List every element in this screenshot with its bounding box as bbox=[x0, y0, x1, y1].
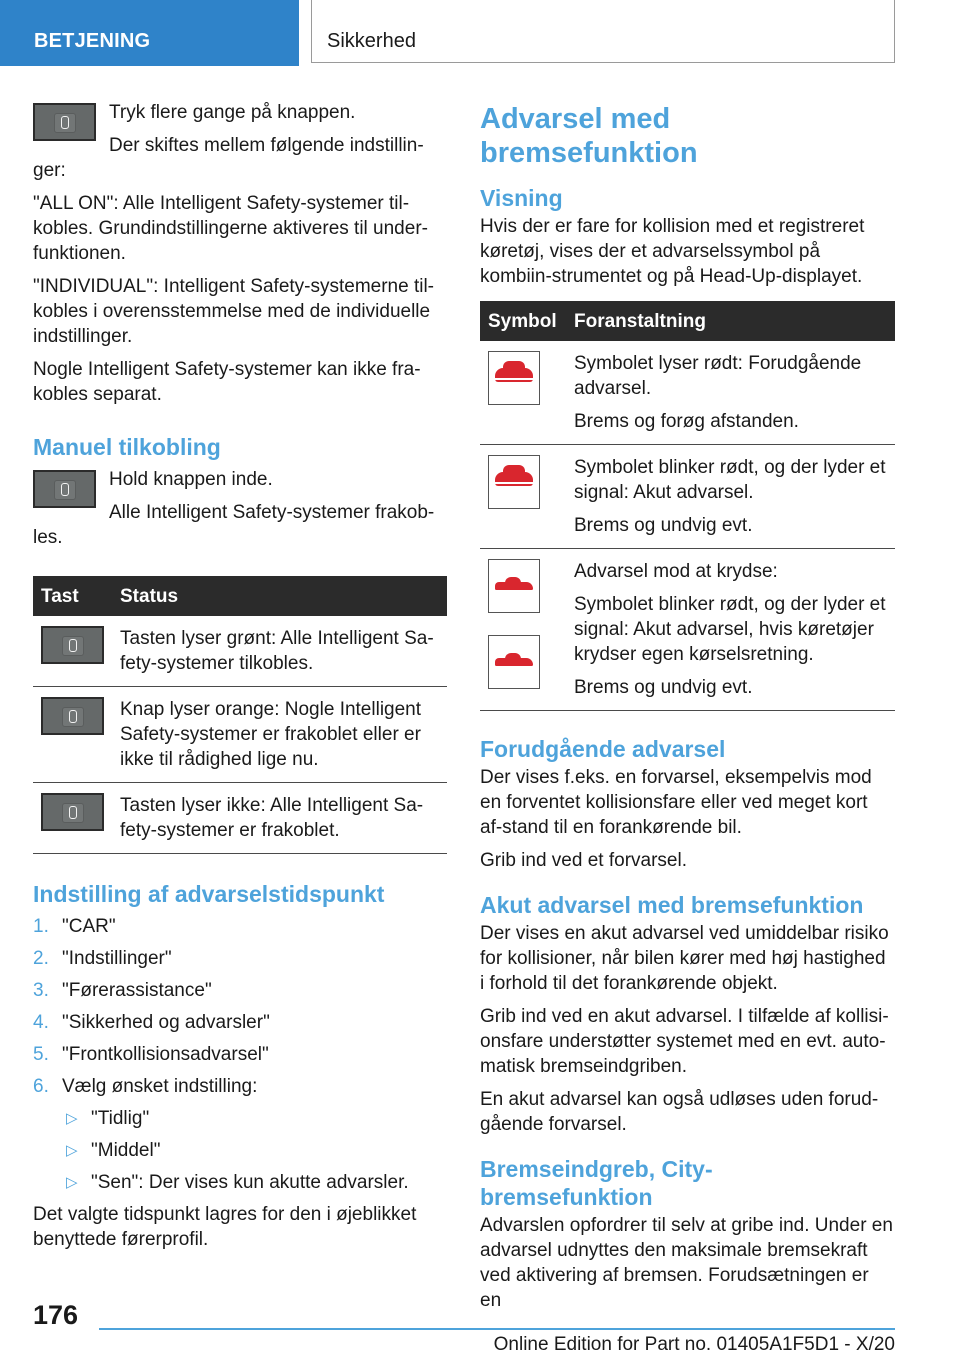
table-cell-status: Tasten lyser grønt: Alle Intelligent Sa-fety-systemer tilkobles. bbox=[112, 616, 447, 687]
table-header-key: Tast bbox=[33, 576, 112, 616]
table-cell-text: Brems og undvig evt. bbox=[574, 677, 753, 698]
section-title-main: Advarsel med bremsefunktion bbox=[480, 103, 698, 169]
manual-text-1: Hold knappen inde. bbox=[109, 469, 273, 490]
right-column bbox=[480, 100, 895, 1321]
visning-text: Hvis der er fare for kollision med et registreret køretøj, vises der et advarselssymbol på kombiin-strumentet og på Head-Up-displayet. bbox=[480, 216, 865, 287]
section-title: BETJENING bbox=[34, 30, 151, 52]
table-cell-text: Symbolet blinker rødt, og der lyder et signal: Akut advarsel. bbox=[574, 457, 886, 503]
page-header bbox=[0, 0, 960, 66]
status-table bbox=[33, 576, 447, 854]
brake-heading: Bremseindgreb, City-bremsefunktion bbox=[480, 1156, 713, 1210]
subsection-box bbox=[311, 0, 895, 63]
safety-button-icon bbox=[33, 470, 96, 508]
option-item: ▷ "Sen": Der vises kun akutte advarsler. bbox=[66, 1172, 409, 1193]
manual-text-2: Alle Intelligent Safety-systemer frakob-les. bbox=[33, 502, 435, 548]
table-row bbox=[33, 687, 447, 783]
table-cell-text: Brems og forøg afstanden. bbox=[574, 411, 799, 432]
intro-text-2: Der skiftes mellem følgende indstillin-ger: bbox=[33, 135, 424, 181]
table-row bbox=[480, 445, 895, 549]
option-item: ▷ "Tidlig" bbox=[66, 1108, 150, 1129]
acute-warning-heading: Akut advarsel med bremsefunktion bbox=[480, 892, 864, 918]
acute-warning-text: Der vises en akut advarsel ved umiddelbar risiko for kollisioner, når bilen kører med høj hastighed i forhold til det forankørende objekt. bbox=[480, 923, 889, 994]
table-cell-text: Symbolet blinker rødt, og der lyder et signal: Akut advarsel, hvis køretøjer krydser egen kørselsretning. bbox=[574, 594, 886, 665]
symbol-table bbox=[480, 301, 895, 711]
safety-button-orange-icon bbox=[41, 697, 104, 735]
list-item: 6. Vælg ønsket indstilling: ▷ "Tidlig" ▷ "Middel" ▷ "Sen": Der vises kun akutte advarsler. bbox=[33, 1074, 447, 1195]
table-cell-status: Knap lyser orange: Nogle Intelligent Safety-systemer er frakoblet eller er ikke til rådighed lige nu. bbox=[112, 687, 447, 783]
paragraph-all-on: "ALL ON": Alle Intelligent Safety-systemer til-kobles. Grundindstillingerne aktiveres til under-funktionen. bbox=[33, 193, 428, 264]
intro-block bbox=[33, 100, 447, 191]
list-item: 5. "Frontkollisionsadvarsel" bbox=[33, 1044, 269, 1065]
paragraph-note: Nogle Intelligent Safety-systemer kan ikke fra-kobles separat. bbox=[33, 359, 421, 405]
forward-warning-heading: Forudgående advarsel bbox=[480, 736, 726, 762]
closing-text: Det valgte tidspunkt lagres for den i øjeblikket benyttede førerprofil. bbox=[33, 1204, 417, 1250]
triangle-bullet-icon: ▷ bbox=[66, 1142, 78, 1159]
options-list bbox=[62, 1106, 447, 1195]
list-item: 4. "Sikkerhed og advarsler" bbox=[33, 1012, 270, 1033]
table-cell-status: Tasten lyser ikke: Alle Intelligent Sa-fety-systemer er frakoblet. bbox=[112, 783, 447, 854]
visning-heading: Visning bbox=[480, 185, 563, 211]
left-column bbox=[33, 100, 447, 1260]
forward-warning-text: Der vises f.eks. en forvarsel, eksempelvis mod en forventet kollisionsfare eller ved meget kort af-stand til en forankørende bil. bbox=[480, 767, 872, 838]
car-side-red-icon bbox=[488, 635, 540, 689]
safety-button-green-icon bbox=[41, 626, 104, 664]
acute-warning-text: En akut advarsel kan også udløses uden forud-gående forvarsel. bbox=[480, 1089, 879, 1135]
list-item: 3. "Førerassistance" bbox=[33, 980, 212, 1001]
car-front-red-icon bbox=[488, 455, 540, 509]
steps-list bbox=[33, 914, 447, 1195]
acute-warning-text: Grib ind ved en akut advarsel. I tilfælde af kollisi-onsfare understøtter systemet med en evt. auto-matisk bremseindgriben. bbox=[480, 1006, 889, 1077]
table-header-symbol: Symbol bbox=[480, 301, 566, 341]
table-row bbox=[480, 549, 895, 711]
manual-block bbox=[33, 467, 447, 558]
option-item: ▷ "Middel" bbox=[66, 1140, 161, 1161]
list-item: 1. "CAR" bbox=[33, 916, 116, 937]
table-cell-text: Advarsel mod at krydse: bbox=[574, 561, 778, 582]
table-cell-text: Symbolet lyser rødt: Forudgående advarsel. bbox=[574, 353, 862, 399]
table-row bbox=[33, 783, 447, 854]
triangle-bullet-icon: ▷ bbox=[66, 1174, 78, 1191]
car-side-red-icon bbox=[488, 559, 540, 613]
section-tab bbox=[0, 0, 299, 66]
car-front-red-icon bbox=[488, 351, 540, 405]
safety-button-off-icon bbox=[41, 793, 104, 831]
table-row bbox=[480, 341, 895, 445]
table-header-action: Foranstaltning bbox=[566, 301, 895, 341]
brake-text: Advarslen opfordrer til selv at gribe ind. Under en advarsel udnyttes den maksimale bremsekraft ved aktivering af bremsen. Forudsætningen er en bbox=[480, 1215, 893, 1311]
table-header-status: Status bbox=[112, 576, 447, 616]
table-header-row bbox=[480, 301, 895, 341]
safety-button-icon bbox=[33, 103, 96, 141]
paragraph-individual: "INDIVIDUAL": Intelligent Safety-systemerne til-kobles i overensstemmelse med de individuelle indstillinger. bbox=[33, 276, 435, 347]
table-row bbox=[33, 616, 447, 687]
triangle-bullet-icon: ▷ bbox=[66, 1110, 78, 1127]
page-number: 176 bbox=[33, 1300, 79, 1330]
manual-heading: Manuel tilkobling bbox=[33, 434, 221, 460]
table-cell-text: Brems og undvig evt. bbox=[574, 515, 753, 536]
intro-text-1: Tryk flere gange på knappen. bbox=[109, 102, 356, 123]
edition-text: Online Edition for Part no. 01405A1F5D1 - X/20 bbox=[493, 1334, 895, 1355]
timing-heading: Indstilling af advarselstidspunkt bbox=[33, 881, 385, 907]
subsection-title: Sikkerhed bbox=[327, 30, 416, 52]
table-header-row bbox=[33, 576, 447, 616]
list-item: 2. "Indstillinger" bbox=[33, 948, 172, 969]
footer-divider bbox=[99, 1328, 895, 1330]
forward-warning-text: Grib ind ved et forvarsel. bbox=[480, 850, 687, 871]
